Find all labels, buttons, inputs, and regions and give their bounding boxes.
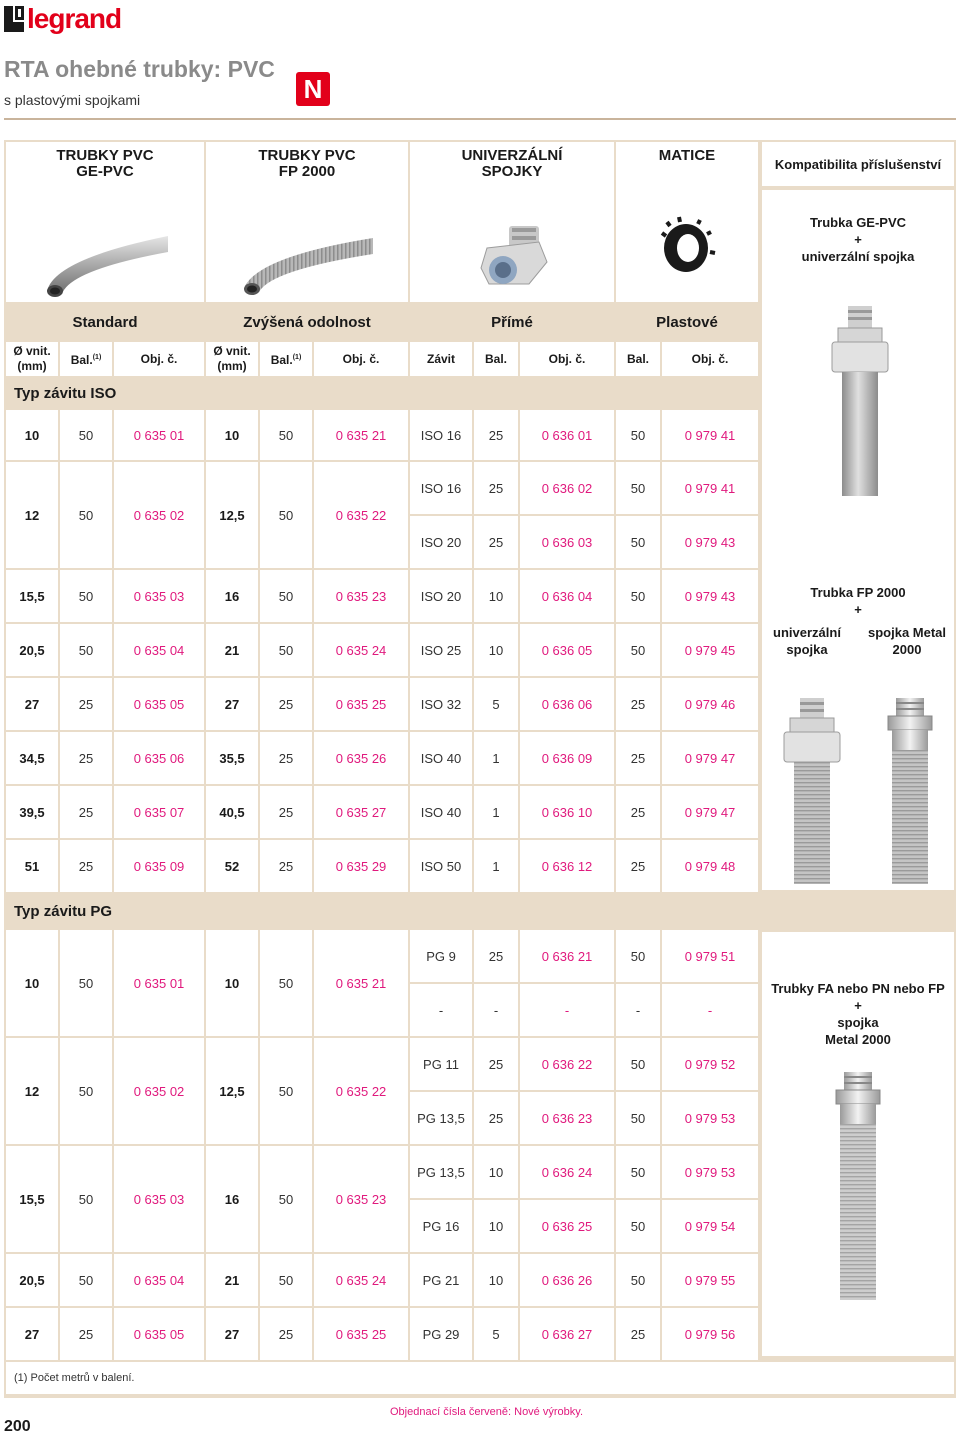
- ge-pvc-order-number: 0 635 04: [113, 1253, 205, 1307]
- compat-3-line-1: Trubky FA nebo PN nebo FP: [771, 981, 945, 996]
- fp2000-order-number: 0 635 21: [313, 929, 409, 1037]
- ge-pvc-pack: 25: [59, 839, 113, 893]
- fp2000-order-number: 0 635 26: [313, 731, 409, 785]
- col-pack-4: Bal.: [615, 341, 661, 377]
- ge-pvc-pack: 50: [59, 1145, 113, 1253]
- col-diameter-2: Ø vnit. (mm): [205, 341, 259, 377]
- compat-2-left: univerzální spojka: [773, 625, 841, 657]
- compat-3-line-3: spojka: [837, 1015, 879, 1030]
- thread-size: ISO 50: [409, 839, 473, 893]
- fitting-pack: 25: [473, 1037, 519, 1091]
- fp2000-diameter: 21: [205, 1253, 259, 1307]
- nut-order-number: 0 979 53: [661, 1145, 759, 1199]
- ge-pvc-pack: 50: [59, 409, 113, 461]
- page-title: RTA ohebné trubky: PVC: [4, 56, 275, 82]
- fitting-pack: 10: [473, 569, 519, 623]
- col-order-2: Obj. č.: [313, 341, 409, 377]
- col-order-3: Obj. č.: [519, 341, 615, 377]
- fp2000-diameter: 16: [205, 569, 259, 623]
- table-row: [5, 929, 759, 983]
- table-row: [5, 839, 759, 893]
- legrand-logo: [4, 4, 121, 34]
- fitting-pack: 25: [473, 1091, 519, 1145]
- compat-panel-ge-pvc: [762, 190, 954, 628]
- fp2000-universal-fitting-image: [782, 698, 842, 888]
- col-pack-1: [59, 341, 113, 377]
- fp2000-order-number: 0 635 21: [313, 409, 409, 461]
- nut-pack: 50: [615, 1091, 661, 1145]
- nut-pack: 50: [615, 461, 661, 515]
- fitting-pack: 10: [473, 1253, 519, 1307]
- thread-size: ISO 25: [409, 623, 473, 677]
- fitting-pack: 10: [473, 1145, 519, 1199]
- fitting-pack: 1: [473, 731, 519, 785]
- compat-3-line-4: Metal 2000: [825, 1032, 891, 1047]
- ge-pvc-order-number: 0 635 07: [113, 785, 205, 839]
- footnote: (1) Počet metrů v balení.: [4, 1360, 956, 1396]
- ge-pvc-order-number: 0 635 05: [113, 677, 205, 731]
- ge-pvc-diameter: 34,5: [5, 731, 59, 785]
- nut-order-number: 0 979 56: [661, 1307, 759, 1361]
- ge-pvc-pack: 50: [59, 461, 113, 569]
- fitting-pack: 25: [473, 461, 519, 515]
- product-ge-pvc: [5, 141, 205, 303]
- nut-order-number: 0 979 55: [661, 1253, 759, 1307]
- fitting-pack: 10: [473, 1199, 519, 1253]
- fitting-order-number: 0 636 09: [519, 731, 615, 785]
- group-increased-resistance: Zvýšená odolnost: [205, 303, 409, 341]
- fp2000-order-number: 0 635 24: [313, 1253, 409, 1307]
- nut-order-number: 0 979 47: [661, 785, 759, 839]
- table-row: [5, 1037, 759, 1091]
- ge-pvc-pack: 50: [59, 929, 113, 1037]
- fitting-order-number: 0 636 25: [519, 1199, 615, 1253]
- ge-pvc-diameter: 20,5: [5, 623, 59, 677]
- nut-order-number: 0 979 45: [661, 623, 759, 677]
- ge-pvc-pack: 50: [59, 569, 113, 623]
- nut-pack: 25: [615, 839, 661, 893]
- ge-pvc-with-fitting-image: [828, 306, 892, 496]
- metal2000-fitting-image: [828, 1072, 888, 1302]
- page-number: 200: [4, 1418, 31, 1435]
- col-pack-2: [259, 341, 313, 377]
- fitting-pack: 25: [473, 409, 519, 461]
- new-badge: N: [296, 72, 330, 106]
- fp2000-pack: 25: [259, 1307, 313, 1361]
- fp2000-diameter: 10: [205, 409, 259, 461]
- ge-pvc-order-number: 0 635 03: [113, 569, 205, 623]
- ge-pvc-pack: 25: [59, 677, 113, 731]
- thread-size: ISO 40: [409, 785, 473, 839]
- fp2000-order-number: 0 635 29: [313, 839, 409, 893]
- nut-pack: 50: [615, 929, 661, 983]
- nut-order-number: 0 979 41: [661, 461, 759, 515]
- section-title-pg: Typ závitu PG: [5, 893, 759, 929]
- ge-pvc-order-number: 0 635 02: [113, 1037, 205, 1145]
- fp2000-metal-fitting-image: [880, 698, 940, 888]
- table-row: [5, 677, 759, 731]
- fitting-pack: 5: [473, 1307, 519, 1361]
- brand-name: legrand: [27, 3, 122, 34]
- section-row-iso: [5, 377, 759, 409]
- product-fp2000: [205, 141, 409, 303]
- nut-pack: -: [615, 983, 661, 1037]
- nut-pack: 25: [615, 1307, 661, 1361]
- nut-order-number: 0 979 51: [661, 929, 759, 983]
- fitting-order-number: 0 636 06: [519, 677, 615, 731]
- table-row: [5, 1307, 759, 1361]
- fp2000-diameter: 52: [205, 839, 259, 893]
- ge-pvc-order-number: 0 635 04: [113, 623, 205, 677]
- nut-pack: 50: [615, 1145, 661, 1199]
- fitting-order-number: 0 636 21: [519, 929, 615, 983]
- fp2000-tube-image: [237, 218, 377, 298]
- thread-size: ISO 40: [409, 731, 473, 785]
- fitting-order-number: 0 636 23: [519, 1091, 615, 1145]
- legrand-logo-icon: [4, 6, 24, 32]
- fitting-order-number: 0 636 26: [519, 1253, 615, 1307]
- fitting-order-number: 0 636 05: [519, 623, 615, 677]
- new-products-legend: Objednací čísla červeně: Nové výrobky.: [390, 1406, 583, 1418]
- fp2000-pack: 50: [259, 1145, 313, 1253]
- compat-1-line-3: univerzální spojka: [801, 249, 915, 264]
- iso-section: [5, 377, 759, 893]
- fp2000-pack: 25: [259, 731, 313, 785]
- col-diameter-1: Ø vnit. (mm): [5, 341, 59, 377]
- title-divider: [4, 118, 956, 120]
- page-subtitle: s plastovými spojkami: [4, 92, 141, 108]
- thread-size: ISO 16: [409, 409, 473, 461]
- fitting-order-number: 0 636 27: [519, 1307, 615, 1361]
- nut-pack: 25: [615, 785, 661, 839]
- nut-order-number: 0 979 43: [661, 515, 759, 569]
- nut-order-number: 0 979 52: [661, 1037, 759, 1091]
- fp2000-diameter: 12,5: [205, 1037, 259, 1145]
- table-row: [5, 731, 759, 785]
- fitting-order-number: 0 636 22: [519, 1037, 615, 1091]
- fitting-pack: 1: [473, 839, 519, 893]
- compat-1-plus: +: [854, 232, 862, 247]
- product-universal-fitting: [409, 141, 615, 303]
- ge-pvc-diameter: 10: [5, 409, 59, 461]
- col-pack-2-label: Bal.: [270, 353, 293, 367]
- compat-3-plus: +: [854, 998, 862, 1013]
- ge-pvc-pack: 25: [59, 1307, 113, 1361]
- ge-pvc-diameter: 15,5: [5, 1145, 59, 1253]
- thread-size: -: [409, 983, 473, 1037]
- section-title-iso: Typ závitu ISO: [5, 377, 759, 409]
- fitting-order-number: 0 636 01: [519, 409, 615, 461]
- fp2000-order-number: 0 635 22: [313, 1037, 409, 1145]
- ge-pvc-diameter: 51: [5, 839, 59, 893]
- table-row: [5, 569, 759, 623]
- fp2000-order-number: 0 635 25: [313, 1307, 409, 1361]
- thread-size: ISO 20: [409, 515, 473, 569]
- ge-pvc-diameter: 10: [5, 929, 59, 1037]
- fp2000-pack: 50: [259, 409, 313, 461]
- nut-pack: 50: [615, 1253, 661, 1307]
- fitting-pack: 25: [473, 929, 519, 983]
- footnote-ref-1: (1): [92, 354, 102, 361]
- ge-pvc-pack: 25: [59, 785, 113, 839]
- ge-pvc-diameter: 39,5: [5, 785, 59, 839]
- fp2000-pack: 50: [259, 461, 313, 569]
- nut-order-number: 0 979 47: [661, 731, 759, 785]
- fp2000-pack: 25: [259, 839, 313, 893]
- fp2000-pack: 50: [259, 1253, 313, 1307]
- fitting-order-number: 0 636 12: [519, 839, 615, 893]
- footnote-ref-2: (1): [292, 354, 302, 361]
- thread-size: ISO 16: [409, 461, 473, 515]
- fp2000-order-number: 0 635 22: [313, 461, 409, 569]
- fp2000-order-number: 0 635 23: [313, 1145, 409, 1253]
- fp2000-diameter: 40,5: [205, 785, 259, 839]
- table-row: [5, 785, 759, 839]
- thread-size: ISO 32: [409, 677, 473, 731]
- fp2000-pack: 25: [259, 785, 313, 839]
- fitting-order-number: 0 636 24: [519, 1145, 615, 1199]
- compat-2-right: spojka Metal 2000: [867, 625, 947, 657]
- fp2000-order-number: 0 635 25: [313, 677, 409, 731]
- ge-pvc-pack: 25: [59, 731, 113, 785]
- ge-pvc-diameter: 27: [5, 1307, 59, 1361]
- universal-fitting-image: [467, 218, 557, 298]
- fp2000-pack: 50: [259, 929, 313, 1037]
- column-header-row: [5, 341, 759, 377]
- nut-pack: 25: [615, 677, 661, 731]
- nut-order-number: -: [661, 983, 759, 1037]
- fp2000-diameter: 27: [205, 677, 259, 731]
- ge-pvc-order-number: 0 635 01: [113, 929, 205, 1037]
- thread-size: PG 29: [409, 1307, 473, 1361]
- fp2000-diameter: 10: [205, 929, 259, 1037]
- table-row: [5, 1145, 759, 1199]
- ge-pvc-diameter: 12: [5, 1037, 59, 1145]
- nut-pack: 50: [615, 1199, 661, 1253]
- group-plastic: Plastové: [615, 303, 759, 341]
- fp2000-diameter: 16: [205, 1145, 259, 1253]
- product-table: [4, 140, 760, 1362]
- compat-2-plus: +: [854, 602, 862, 617]
- nut-order-number: 0 979 48: [661, 839, 759, 893]
- compatibility-title: Kompatibilita příslušenství: [762, 142, 954, 186]
- fp2000-diameter: 35,5: [205, 731, 259, 785]
- fp2000-diameter: 21: [205, 623, 259, 677]
- nut-pack: 25: [615, 731, 661, 785]
- compat-panel-metal2000: [762, 932, 954, 1356]
- fp2000-pack: 50: [259, 623, 313, 677]
- fitting-order-number: 0 636 10: [519, 785, 615, 839]
- fitting-pack: 25: [473, 515, 519, 569]
- ge-pvc-order-number: 0 635 01: [113, 409, 205, 461]
- nut-order-number: 0 979 54: [661, 1199, 759, 1253]
- nut-order-number: 0 979 53: [661, 1091, 759, 1145]
- section-row-pg: [5, 893, 759, 929]
- fitting-order-number: -: [519, 983, 615, 1037]
- compat-2-line-1: Trubka FP 2000: [810, 585, 906, 600]
- fp2000-order-number: 0 635 23: [313, 569, 409, 623]
- col-thread: Závit: [409, 341, 473, 377]
- ge-pvc-order-number: 0 635 06: [113, 731, 205, 785]
- ge-pvc-order-number: 0 635 09: [113, 839, 205, 893]
- table-row: [5, 461, 759, 515]
- ge-pvc-order-number: 0 635 03: [113, 1145, 205, 1253]
- ge-pvc-order-number: 0 635 05: [113, 1307, 205, 1361]
- col-pack-3: Bal.: [473, 341, 519, 377]
- fp2000-diameter: 27: [205, 1307, 259, 1361]
- product-fp2000-label: TRUBKY PVC FP 2000: [258, 147, 356, 180]
- ge-pvc-diameter: 12: [5, 461, 59, 569]
- nut-image: [652, 212, 722, 282]
- fp2000-pack: 25: [259, 677, 313, 731]
- product-header-row: [5, 141, 759, 303]
- fp2000-order-number: 0 635 27: [313, 785, 409, 839]
- nut-order-number: 0 979 46: [661, 677, 759, 731]
- col-pack-1-label: Bal.: [70, 353, 93, 367]
- ge-pvc-order-number: 0 635 02: [113, 461, 205, 569]
- product-nut-label: MATICE: [658, 147, 716, 164]
- pg-section: [5, 893, 759, 1361]
- fitting-pack: 5: [473, 677, 519, 731]
- table-row: [5, 623, 759, 677]
- fitting-pack: 1: [473, 785, 519, 839]
- nut-pack: 50: [615, 515, 661, 569]
- nut-order-number: 0 979 43: [661, 569, 759, 623]
- nut-pack: 50: [615, 1037, 661, 1091]
- ge-pvc-tube-image: [40, 218, 170, 298]
- compat-1-line-1: Trubka GE-PVC: [809, 215, 907, 230]
- ge-pvc-pack: 50: [59, 1253, 113, 1307]
- product-nut: [615, 141, 759, 303]
- thread-size: PG 21: [409, 1253, 473, 1307]
- fitting-order-number: 0 636 03: [519, 515, 615, 569]
- fp2000-order-number: 0 635 24: [313, 623, 409, 677]
- nut-order-number: 0 979 41: [661, 409, 759, 461]
- ge-pvc-diameter: 27: [5, 677, 59, 731]
- fitting-pack: -: [473, 983, 519, 1037]
- group-straight: Přímé: [409, 303, 615, 341]
- ge-pvc-diameter: 15,5: [5, 569, 59, 623]
- group-standard: Standard: [5, 303, 205, 341]
- ge-pvc-pack: 50: [59, 623, 113, 677]
- fitting-order-number: 0 636 02: [519, 461, 615, 515]
- compat-panel-fp2000: [762, 580, 954, 890]
- product-universal-label: UNIVERZÁLNÍ SPOJKY: [461, 147, 563, 180]
- ge-pvc-diameter: 20,5: [5, 1253, 59, 1307]
- thread-size: PG 16: [409, 1199, 473, 1253]
- group-header-row: [5, 303, 759, 341]
- thread-size: PG 13,5: [409, 1091, 473, 1145]
- table-row: [5, 1253, 759, 1307]
- col-order-1: Obj. č.: [113, 341, 205, 377]
- nut-pack: 50: [615, 623, 661, 677]
- fp2000-pack: 50: [259, 1037, 313, 1145]
- thread-size: PG 13,5: [409, 1145, 473, 1199]
- fitting-pack: 10: [473, 623, 519, 677]
- table-row: [5, 409, 759, 461]
- product-ge-pvc-label: TRUBKY PVC GE-PVC: [56, 147, 154, 180]
- thread-size: ISO 20: [409, 569, 473, 623]
- fitting-order-number: 0 636 04: [519, 569, 615, 623]
- thread-size: PG 11: [409, 1037, 473, 1091]
- fp2000-pack: 50: [259, 569, 313, 623]
- ge-pvc-pack: 50: [59, 1037, 113, 1145]
- col-order-4: Obj. č.: [661, 341, 759, 377]
- fp2000-diameter: 12,5: [205, 461, 259, 569]
- nut-pack: 50: [615, 409, 661, 461]
- thread-size: PG 9: [409, 929, 473, 983]
- nut-pack: 50: [615, 569, 661, 623]
